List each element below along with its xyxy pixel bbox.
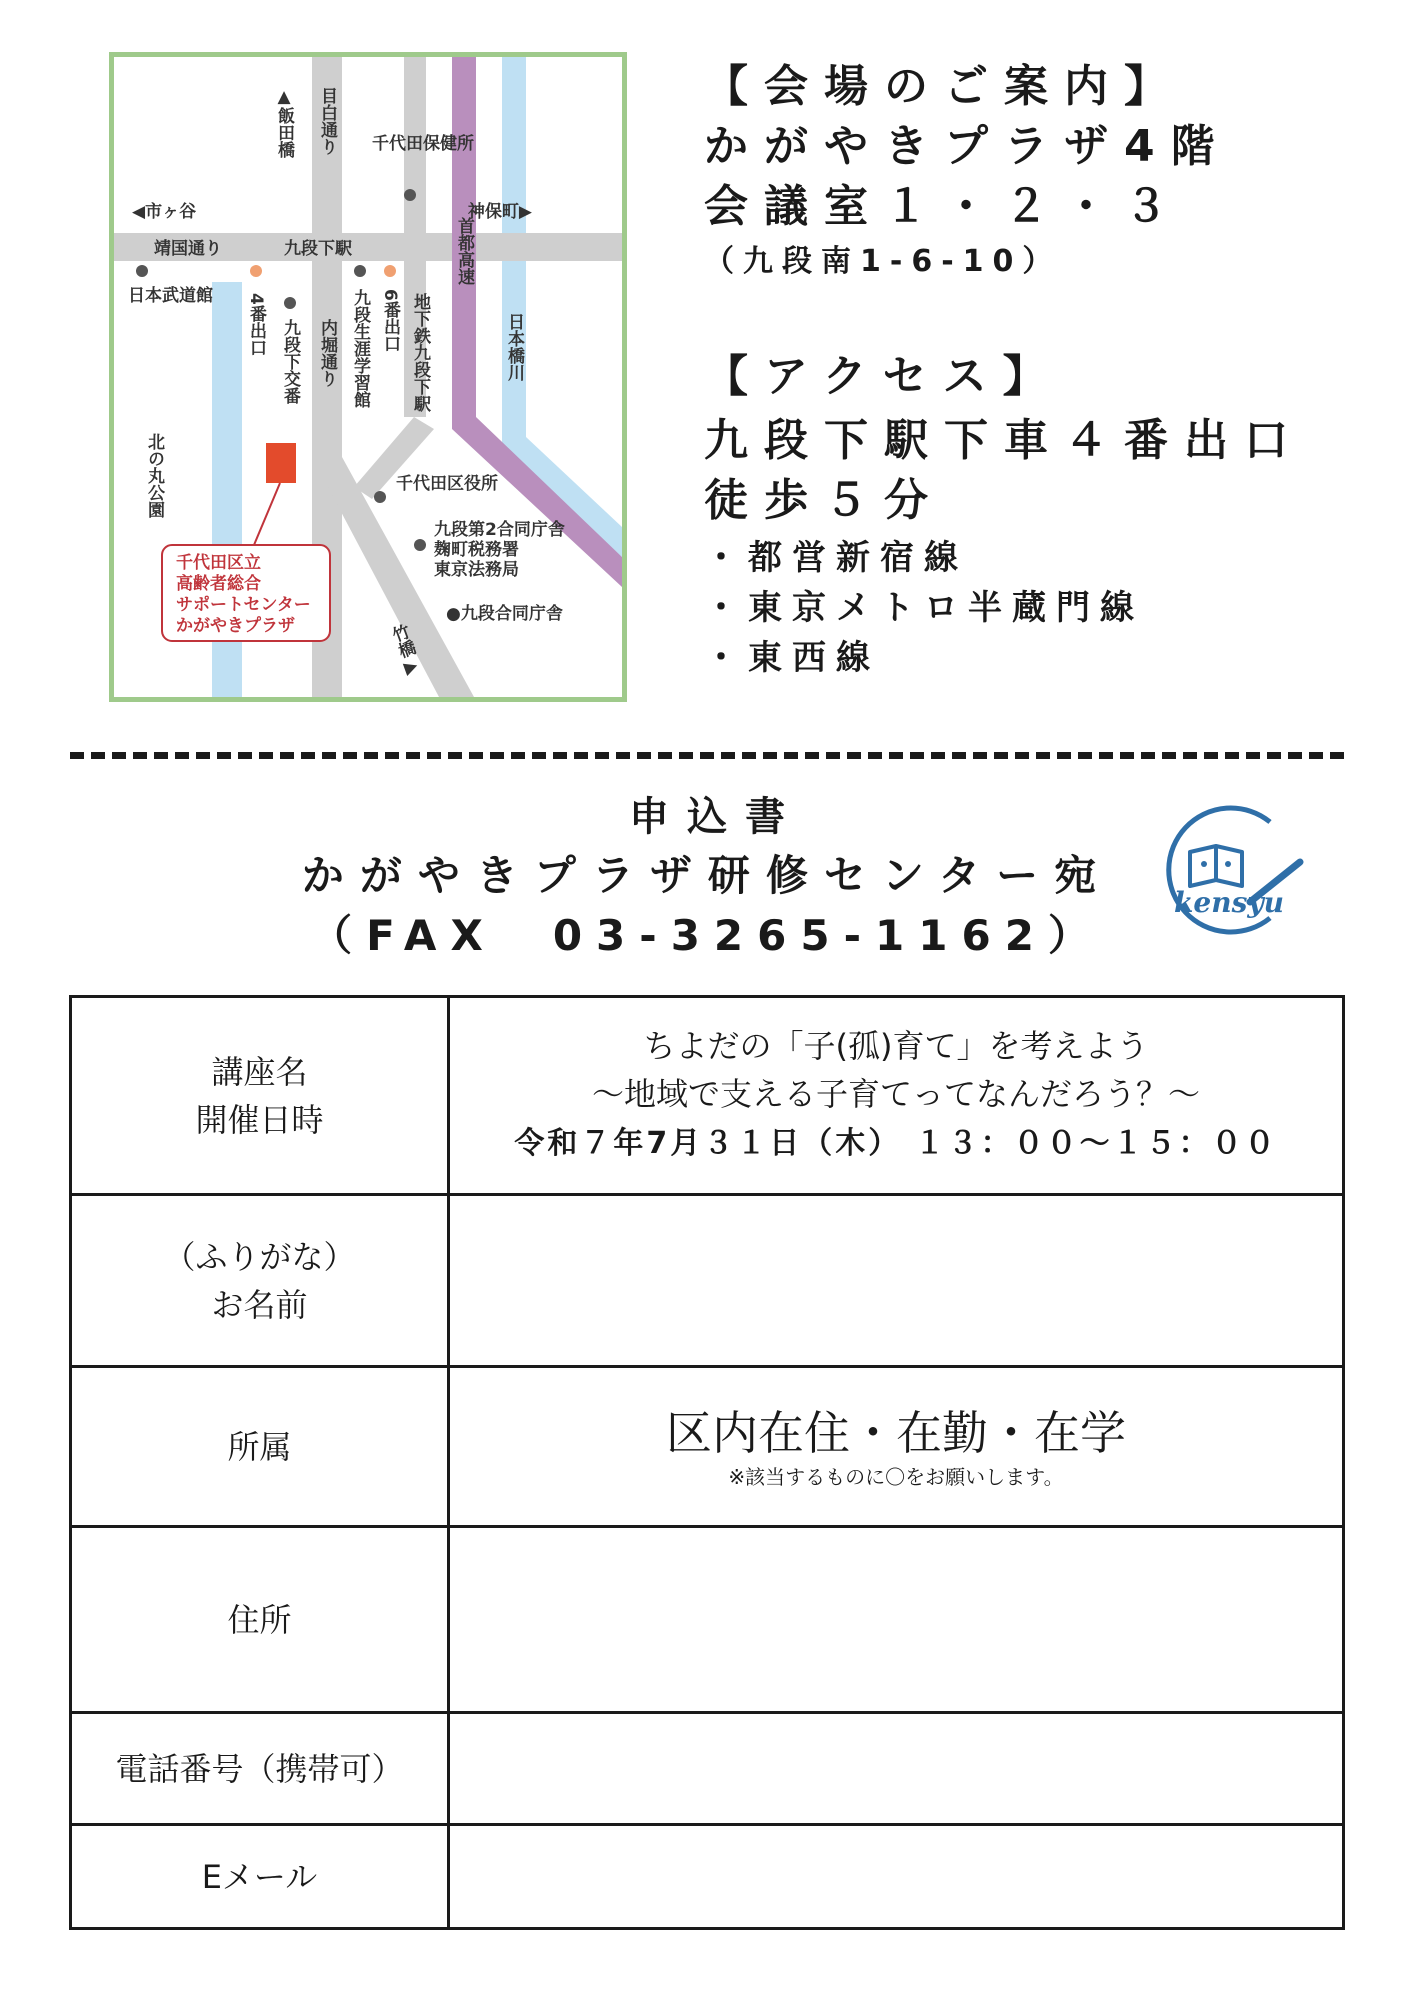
address-field[interactable]	[449, 1527, 1344, 1713]
budokan-dot	[136, 265, 148, 277]
label-budokan: 日本武道館	[128, 286, 213, 306]
venue-rooms: 会議室１・２・３	[704, 181, 1184, 232]
table-row	[71, 1367, 1344, 1527]
name-label-cell	[71, 1195, 449, 1367]
label-yasukuni: 靖国通り	[154, 239, 222, 259]
label-subway: 地下鉄九段下駅	[410, 293, 430, 412]
venue-address: （九段南1-6-10）	[704, 244, 1062, 279]
email-field[interactable]	[449, 1825, 1344, 1929]
course-value-cell	[449, 997, 1344, 1195]
name-field[interactable]	[449, 1195, 1344, 1367]
access-train-line: ・都営新宿線	[704, 538, 968, 578]
table-row	[71, 997, 1344, 1195]
exit4-dot	[250, 265, 262, 277]
venue-heading: 【会場のご案内】	[704, 61, 1184, 112]
application-form-table	[69, 995, 1345, 1930]
course-label-cell	[71, 997, 449, 1195]
address-label: 住所	[71, 1527, 449, 1713]
logo-text: kensyu	[1174, 886, 1284, 919]
label-shogai: 九段生涯学習館	[350, 289, 370, 408]
course-title: ちよだの「子(孤)育て」を考えよう	[643, 1026, 1149, 1065]
label-godo2b: 麹町税務署	[434, 540, 519, 560]
label-godo2a: 九段第2合同庁舎	[434, 520, 565, 540]
callout-line-4: かがやきプラザ	[176, 616, 295, 636]
access-line2: 徒歩５分	[704, 475, 944, 526]
label-station: 九段下駅	[284, 239, 352, 259]
label-godo: ●九段合同庁舎	[446, 604, 563, 624]
label-takebashi: 竹橋▶	[386, 622, 424, 680]
affiliation-field[interactable]	[449, 1367, 1344, 1527]
form-fax-number: （FAX 03-3265-1162）	[310, 911, 1104, 960]
exit6-dot	[384, 265, 396, 277]
book-icon	[1190, 846, 1242, 886]
label-godo2c: 東京法務局	[434, 560, 519, 580]
venue-pointer	[254, 483, 280, 545]
label-exit4: 4番出口	[246, 293, 266, 356]
venue-marker	[266, 443, 296, 483]
phone-label: 電話番号（携帯可）	[71, 1713, 449, 1825]
label-exit6: 6番出口	[380, 289, 400, 352]
godo2-dot	[414, 539, 426, 551]
hokenjo-dot	[404, 189, 416, 201]
name-label: お名前	[211, 1285, 308, 1324]
venue-building: かがやきプラザ4階	[704, 121, 1231, 172]
label-kuyakusho: 千代田区役所	[396, 474, 498, 494]
kensyu-logo	[1150, 800, 1310, 940]
label-iidabashi: ▲飯田橋	[274, 87, 294, 158]
access-train-line: ・東京メトロ半蔵門線	[704, 588, 1144, 628]
callout-line-1: 千代田区立	[176, 553, 261, 573]
label-river: 日本橋川	[504, 313, 524, 381]
access-heading: 【アクセス】	[704, 351, 1063, 402]
access-train-line: ・東西線	[704, 638, 880, 678]
access-line1: 九段下駅下車４番出口	[704, 415, 1304, 466]
course-datetime: 令和７年7月３１日（木） １３：００～１５：００	[514, 1125, 1278, 1161]
label-jimbocho: 神保町▶	[467, 202, 532, 222]
label-uchibori: 内堀通り	[317, 319, 337, 387]
map-svg	[114, 57, 622, 697]
table-row	[71, 1825, 1344, 1929]
koban-dot	[284, 297, 296, 309]
label-mejiro: 目白通り	[317, 87, 337, 155]
label-hokenjo: 千代田保健所	[372, 134, 474, 154]
label-expressway: 首都高速	[454, 217, 474, 285]
affiliation-note: ※該当するものに〇をお願いします。	[728, 1464, 1064, 1489]
access-map	[109, 52, 627, 702]
label-koban: 九段下交番	[280, 319, 300, 404]
course-subtitle: ～地域で支える子育てってなんだろう？～	[591, 1074, 1200, 1113]
course-name-label: 講座名	[211, 1052, 308, 1091]
form-title: 申込書	[629, 794, 803, 840]
table-row	[71, 1527, 1344, 1713]
phone-field[interactable]	[449, 1713, 1344, 1825]
cut-line-separator	[70, 752, 1344, 759]
label-ichigaya: ◀市ヶ谷	[132, 202, 197, 222]
book-face-eye-left	[1201, 861, 1207, 867]
email-label: Eメール	[71, 1825, 449, 1929]
label-park: 北の丸公園	[144, 433, 164, 518]
furigana-label: （ふりがな）	[163, 1237, 356, 1276]
kuyakusho-dot	[374, 491, 386, 503]
affiliation-options[interactable]: 区内在住・在勤・在学	[666, 1405, 1126, 1460]
course-datetime-label: 開催日時	[195, 1100, 324, 1139]
callout-line-2: 高齢者総合	[176, 574, 261, 594]
book-face-eye-right	[1225, 861, 1231, 867]
table-row	[71, 1713, 1344, 1825]
affiliation-label: 所属	[71, 1367, 449, 1527]
shogai-dot	[354, 265, 366, 277]
form-destination: かがやきプラザ研修センター宛	[301, 851, 1113, 900]
table-row	[71, 1195, 1344, 1367]
callout-line-3: サポートセンター	[176, 595, 311, 615]
